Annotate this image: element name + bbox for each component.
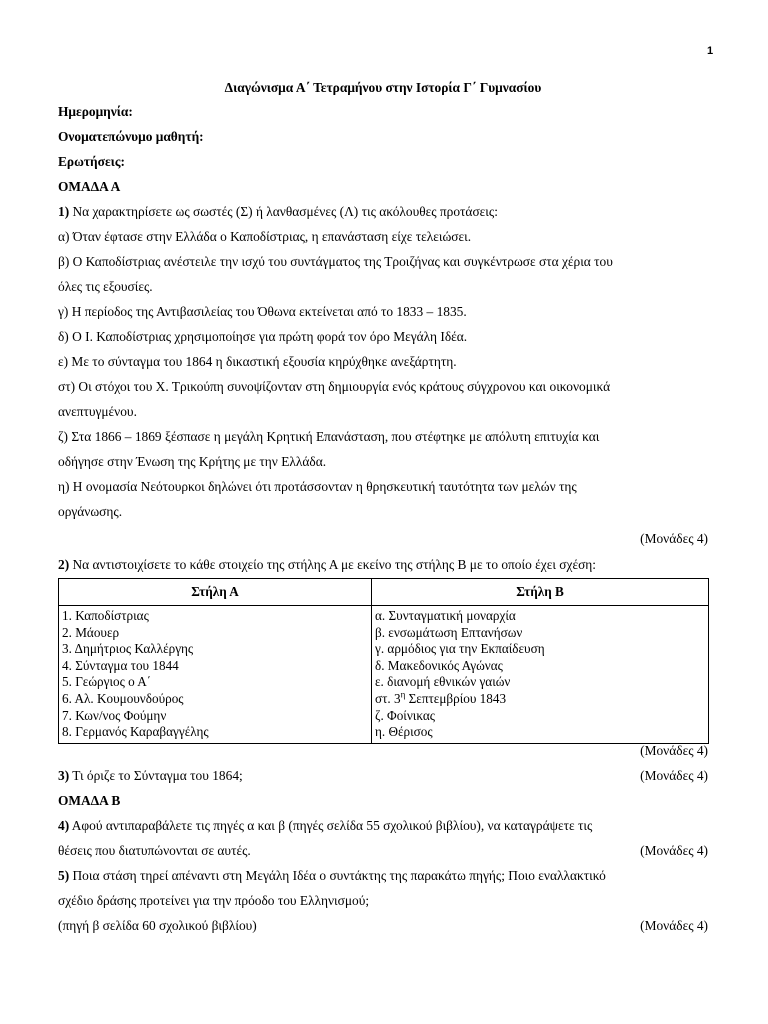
- date-prefix: στ. 3: [375, 690, 401, 706]
- question-5-source: (πηγή β σελίδα 60 σχολικού βιβλίου): [58, 918, 257, 933]
- question-1-points: (Μονάδες 4): [640, 531, 708, 546]
- column-a-item: 6. Αλ. Κουμουνδούρος: [62, 690, 184, 706]
- question-2-text: Να αντιστοιχίσετε το κάθε στοιχείο της στήλης Α με εκείνο της στήλης Β με το οποίο έχει σχέση:: [69, 557, 597, 572]
- question-5-text-line2: σχέδιο δράσης προτείνει για την πρόοδο του Ελληνισμού;: [58, 893, 370, 908]
- group-b-heading: ΟΜΑΔΑ Β: [58, 793, 121, 808]
- statement-line: οργάνωσης.: [58, 504, 123, 519]
- column-a-item: 3. Δημήτριος Καλλέργης: [62, 641, 194, 657]
- column-b-item: γ. αρμόδιος για την Εκπαίδευση: [375, 641, 545, 657]
- column-b-item: α. Συνταγματική μοναρχία: [375, 608, 516, 623]
- statement-line: γ) Η περίοδος της Αντιβασιλείας του Όθωνα εκτείνεται από το 1833 – 1835.: [58, 304, 467, 319]
- question-1-number: 1): [58, 204, 70, 219]
- question-4-points: (Μονάδες 4): [640, 843, 708, 858]
- question-4: [58, 813, 592, 838]
- statement-line: ζ) Στα 1866 – 1869 ξέσπασε η μεγάλη Κρητική Επανάσταση, που στέφτηκε με απόλυτη επιτυχία και: [58, 429, 600, 444]
- column-b-item: ε. διανομή εθνικών γαιών: [375, 674, 511, 690]
- question-3-number: 3): [58, 768, 70, 783]
- column-b-header: Στήλη Β: [372, 579, 709, 606]
- statement-line: η) Η ονομασία Νεότουρκοι δηλώνει ότι προτάσσονταν η θρησκευτική ταυτότητα των μελών της: [58, 479, 577, 494]
- column-b-item: δ. Μακεδονικός Αγώνας: [375, 657, 503, 673]
- question-3: [58, 763, 243, 788]
- column-a-item: 8. Γερμανός Καραβαγγέλης: [62, 724, 209, 740]
- statement-line: στ) Οι στόχοι του Χ. Τρικούπη συνοψίζονταν στη δημιουργία ενός κράτους σύγχρονου και οικονομικά: [58, 379, 611, 394]
- question-2: [58, 552, 596, 577]
- question-4-text: Αφού αντιπαραβάλετε τις πηγές α και β (πηγές σελίδα 55 σχολικού βιβλίου), να καταγράψετε τις: [69, 818, 593, 833]
- matching-table: [58, 578, 709, 744]
- column-a-item: 1. Καποδίστριας: [62, 608, 149, 623]
- group-a-heading: ΟΜΑΔΑ Α: [58, 179, 121, 194]
- column-b-cell: [372, 606, 709, 744]
- question-2-number: 2): [58, 557, 70, 572]
- question-5-number: 5): [58, 868, 70, 883]
- question-4-number: 4): [58, 818, 70, 833]
- question-3-points: (Μονάδες 4): [640, 768, 708, 783]
- column-a-header: Στήλη Α: [59, 579, 372, 606]
- column-b-item: β. ενσωμάτωση Επτανήσων: [375, 624, 523, 640]
- column-a-item: 5. Γεώργιος ο Α΄: [62, 674, 152, 690]
- question-5-points: (Μονάδες 4): [640, 918, 708, 933]
- column-a-item: 7. Κων/νος Φούμην: [62, 707, 167, 723]
- question-2-points: (Μονάδες 4): [640, 743, 708, 758]
- statement-line: δ) Ο Ι. Καποδίστριας χρησιμοποίησε για πρώτη φορά τον όρο Μεγάλη Ιδέα.: [58, 329, 468, 344]
- date-field-label: Ημερομηνία:: [58, 104, 133, 119]
- column-a-cell: [59, 606, 372, 744]
- column-a-item: 2. Μάουερ: [62, 624, 120, 640]
- question-3-text: Τι όριζε το Σύνταγμα του 1864;: [69, 768, 243, 783]
- column-a-item: 4. Σύνταγμα του 1844: [62, 657, 179, 673]
- questions-label: Ερωτήσεις:: [58, 154, 125, 169]
- column-b-item: η. Θέρισος: [375, 724, 433, 740]
- statement-line: β) Ο Καποδίστριας ανέστειλε την ισχύ του συντάγματος της Τροιζήνας και συγκέντρωσε στα χέρια του: [58, 254, 613, 269]
- question-5-text: Ποια στάση τηρεί απέναντι στη Μεγάλη Ιδέα ο συντάκτης της παρακάτω πηγής; Ποιο εναλλακτικό: [69, 868, 606, 883]
- question-5: [58, 863, 606, 888]
- date-suffix: Σεπτεμβρίου 1843: [405, 690, 507, 706]
- question-1-text: Να χαρακτηρίσετε ως σωστές (Σ) ή λανθασμένες (Λ) τις ακόλουθες προτάσεις:: [69, 204, 498, 219]
- statement-line: ανεπτυγμένου.: [58, 404, 137, 419]
- student-name-label: Ονοματεπώνυμο μαθητή:: [58, 129, 204, 144]
- question-4-text-line2: θέσεις που διατυπώνονται σε αυτές.: [58, 843, 251, 858]
- question-1: [58, 199, 498, 224]
- statement-line: οδήγησε στην Ένωση της Κρήτης με την Ελλάδα.: [58, 454, 327, 469]
- statement-line: όλες τις εξουσίες.: [58, 279, 153, 294]
- statement-line: ε) Με το σύνταγμα του 1864 η δικαστική εξουσία κηρύχθηκε ανεξάρτητη.: [58, 354, 457, 369]
- date-superscript: η: [400, 689, 406, 700]
- exam-title: Διαγώνισμα Α΄ Τετραμήνου στην Ιστορία Γ΄ Γυμνασίου: [224, 80, 542, 95]
- column-b-item: ζ. Φοίνικας: [375, 707, 436, 723]
- column-b-item-date: [375, 691, 705, 708]
- page-number: 1: [706, 45, 714, 57]
- statement-line: α) Όταν έφτασε στην Ελλάδα ο Καποδίστριας, η επανάσταση είχε τελειώσει.: [58, 229, 472, 244]
